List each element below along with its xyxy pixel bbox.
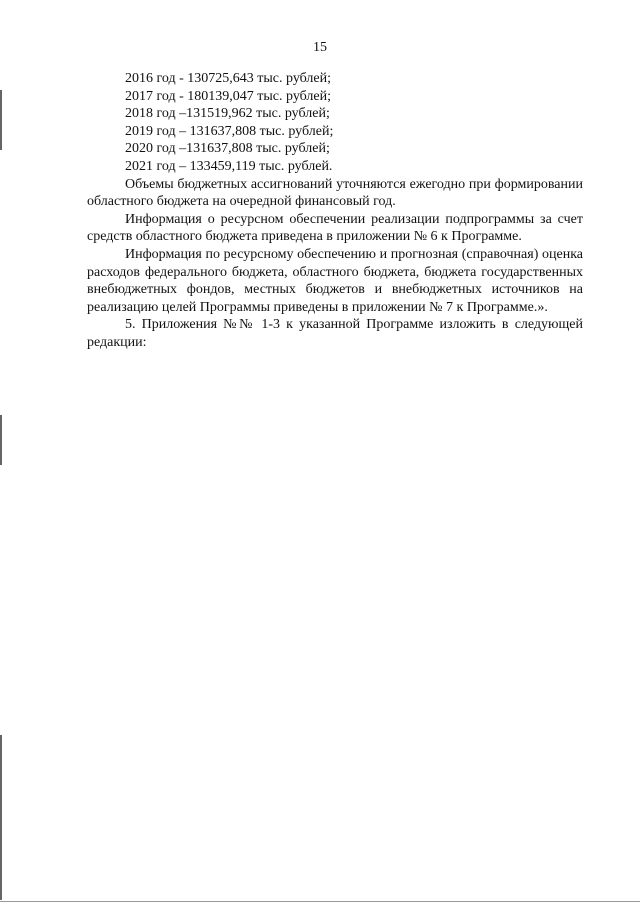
paragraph-appendices: 5. Приложения №№ 1-3 к указанной Программе изложить в следующей редакции:	[87, 317, 583, 350]
paragraph-budget-allocations: Объемы бюджетных ассигнований уточняются ежегодно при формировании областного бюджета на очередной финансовый год.	[87, 176, 583, 210]
year-line-2018: 2018 год –131519,962 тыс. рублей;	[125, 106, 330, 122]
year-line-2021: 2021 год – 133459,119 тыс. рублей.	[125, 158, 333, 174]
left-scan-edge-middle	[0, 415, 2, 465]
document-body	[87, 70, 583, 352]
bottom-scan-edge	[0, 901, 640, 902]
year-line-2019: 2019 год – 131637,808 тыс. рублей;	[125, 123, 334, 139]
left-scan-edge-bottom	[0, 735, 2, 900]
year-line-2020: 2020 год –131637,808 тыс. рублей;	[125, 141, 330, 157]
left-scan-edge-top	[0, 90, 2, 150]
year-line-2017: 2017 год - 180139,047 тыс. рублей;	[125, 88, 332, 104]
paragraph-resource-subprogram: Информация о ресурсном обеспечении реализации подпрограммы за счет средств областного бюджета приведена в приложении № 6 к Программе.	[87, 211, 583, 245]
paragraph-resource-forecast: Информация по ресурсному обеспечению и прогнозная (справочная) оценка расходов федерального бюджета, областного бюджета, бюджета государственных внебюджетных фондов, местных бюджетов и внебюджетных источников на реализацию целей Программы приведены в приложении № 7 к Программе.».	[87, 246, 583, 315]
page-number: 15	[313, 40, 327, 55]
year-line-2016: 2016 год - 130725,643 тыс. рублей;	[125, 71, 332, 86]
